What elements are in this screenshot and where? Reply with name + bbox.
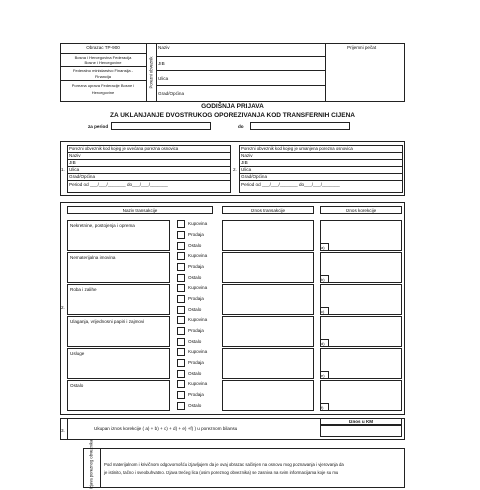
period-from-field[interactable] [111, 122, 211, 130]
org-line: Bosna i Hercegovina Federacija [74, 55, 132, 60]
declaration-text: Pod materijalnom i krivičnom odgovornošću izjavljujem da je ovaj obrazac sačinjen na osnovu mog poznavanja i vjerovanja da [104, 462, 344, 467]
transaction-type-label: Ostalo [188, 307, 202, 312]
transaction-name: Usluge [70, 351, 85, 356]
received-stamp: Prijemni pečat [347, 45, 377, 50]
transaction-amount-field[interactable] [222, 316, 314, 347]
col-correction-header: Iznos korekcije [320, 206, 402, 214]
transaction-type-checkbox[interactable] [177, 242, 185, 250]
amount-km-header: Iznos u KM [320, 418, 402, 425]
right-row-jib: JIB [241, 160, 248, 165]
transaction-type-checkbox[interactable] [177, 295, 185, 303]
transaction-type-checkbox[interactable] [177, 327, 185, 335]
header-field-jib: JIB [158, 61, 165, 66]
transaction-type-checkbox[interactable] [177, 252, 185, 260]
left-row-name: Naziv [69, 153, 81, 158]
transaction-type-checkbox[interactable] [177, 348, 185, 356]
left-row-street: Ulica [69, 167, 80, 172]
correction-letter: e) [320, 371, 329, 379]
transaction-type-checkbox[interactable] [177, 306, 185, 314]
org-line: Hercegovine [91, 90, 115, 95]
transaction-type-label: Kupovina [188, 221, 208, 226]
declaration-box [83, 448, 405, 488]
transaction-type-label: Kupovina [188, 317, 208, 322]
right-row-period[interactable]: Period od ___/___/_______ do___/___/_______ [241, 182, 340, 187]
transaction-type-checkbox[interactable] [177, 220, 185, 228]
section3-number: 3. [61, 428, 65, 433]
transaction-type-label: Ostalo [188, 371, 202, 376]
taxpayer-side-label: Porezni obveznik [148, 56, 154, 89]
left-row-period[interactable]: Period od ___/___/_______ do___/___/_______ [69, 182, 168, 187]
right-row-city: Grad/Općina [241, 174, 268, 179]
transaction-type-checkbox[interactable] [177, 391, 185, 399]
transaction-amount-field[interactable] [222, 220, 314, 251]
transaction-type-label: Ostalo [188, 339, 202, 344]
transaction-name-box [67, 316, 170, 347]
section1-left-heading: Porezni obveznik kod kojeg je uvećana porezna osnovica [69, 146, 179, 151]
transaction-type-label: Ostalo [188, 275, 202, 280]
transaction-name-box [67, 220, 170, 251]
transaction-name-box [67, 284, 170, 315]
section1-number: 1. [61, 167, 65, 172]
transaction-type-checkbox[interactable] [177, 274, 185, 282]
transaction-amount-field[interactable] [222, 252, 314, 283]
header-field-street: Ulica [158, 76, 169, 81]
transaction-type-label: Kupovina [188, 253, 208, 258]
correction-amount-field[interactable] [320, 380, 402, 411]
transaction-amount-field[interactable] [222, 284, 314, 315]
transaction-type-label: Prodaja [188, 264, 204, 269]
form-subtitle: ZA UKLANJANJE DVOSTRUKOG OPOREZIVANJA KOD TRANSFERNIH CIJENA [110, 112, 355, 119]
transaction-type-label: Ostalo [188, 403, 202, 408]
transaction-name-box [67, 380, 170, 411]
col-amount-header: Iznos transakcije [222, 206, 314, 214]
transaction-type-checkbox[interactable] [177, 370, 185, 378]
col-transaction-header: Naziv transakcije [67, 206, 213, 214]
correction-letter: b) [320, 275, 329, 283]
org-line: Porezna uprava Federacije Bosne i [71, 83, 135, 88]
transaction-name: Ulaganja, vrijednosni papiri i zajmovi [70, 319, 145, 324]
transaction-type-label: Kupovina [188, 285, 208, 290]
org-line: Financija [94, 74, 111, 79]
transaction-name: Nekretnine, postojenja i oprema [70, 223, 135, 228]
right-row-street: Ulica [241, 167, 252, 172]
org-line: Bosne i Hercegovine [84, 60, 122, 65]
correction-amount-field[interactable] [320, 220, 402, 251]
transaction-name-box [67, 252, 170, 283]
correction-letter: f) [320, 403, 329, 411]
correction-amount-field[interactable] [320, 348, 402, 379]
transaction-name: Roba i zalihe [70, 287, 97, 292]
transaction-type-label: Prodaja [188, 392, 204, 397]
declaration-text: je istinito, tačno i sveobuhvatno. Izjava trećeg lica (osim poreznog obveznika) se zasniva na svim informacijama koje su mu [104, 470, 339, 475]
transaction-type-checkbox[interactable] [177, 338, 185, 346]
transaction-name: Ostalo [70, 383, 84, 388]
section1-number-right: 2. [233, 167, 237, 172]
correction-letter: c) [320, 307, 329, 315]
transaction-type-label: Prodaja [188, 296, 204, 301]
transaction-type-label: Kupovina [188, 381, 208, 386]
period-to-label: do [238, 124, 244, 129]
transaction-type-label: Prodaja [188, 232, 204, 237]
section1-right-heading: Porezni obveznik kod kojeg je umanjena porezna osnovica [241, 146, 353, 151]
transaction-name-box [67, 348, 170, 379]
correction-amount-field[interactable] [320, 316, 402, 347]
left-row-city: Grad/Općina [69, 174, 96, 179]
transaction-type-label: Kupovina [188, 349, 208, 354]
correction-letter: a) [320, 243, 329, 251]
transaction-type-checkbox[interactable] [177, 231, 185, 239]
correction-amount-field[interactable] [320, 284, 402, 315]
section2-number: 2. [61, 305, 65, 310]
org-line: Federalno ministarstvo Finansija - [72, 68, 134, 73]
correction-letter: d) [320, 339, 329, 347]
transaction-amount-field[interactable] [222, 380, 314, 411]
transaction-type-label: Prodaja [188, 360, 204, 365]
transaction-type-checkbox[interactable] [177, 284, 185, 292]
transaction-type-label: Ostalo [188, 243, 202, 248]
period-label: za period [88, 124, 109, 129]
transaction-type-checkbox[interactable] [177, 402, 185, 410]
transaction-type-checkbox[interactable] [177, 316, 185, 324]
transaction-name: Nematerijalna imovina [70, 255, 116, 260]
correction-amount-field[interactable] [320, 252, 402, 283]
period-to-field[interactable] [250, 122, 350, 130]
total-correction-field[interactable] [320, 425, 402, 437]
transaction-type-checkbox[interactable] [177, 263, 185, 271]
header-field-name: Naziv [158, 45, 170, 50]
right-row-name: Naziv [241, 153, 253, 158]
transaction-amount-field[interactable] [222, 348, 314, 379]
form-title: GODIŠNJA PRIJAVA [201, 103, 264, 110]
transaction-type-checkbox[interactable] [177, 380, 185, 388]
header-field-city: Grad/Općina [158, 91, 185, 96]
left-row-jib: JIB [69, 160, 76, 165]
form-code: Obrazac TP-900 [86, 45, 120, 50]
transaction-type-checkbox[interactable] [177, 359, 185, 367]
total-correction-label: Ukupan iznos korekcije ( a) + b) + c) + d) + e) +f) ) u poreznom bilansu [94, 426, 238, 431]
transaction-type-label: Prodaja [188, 328, 204, 333]
declaration-side-label: Izjava poreznog obveznika [88, 439, 94, 490]
